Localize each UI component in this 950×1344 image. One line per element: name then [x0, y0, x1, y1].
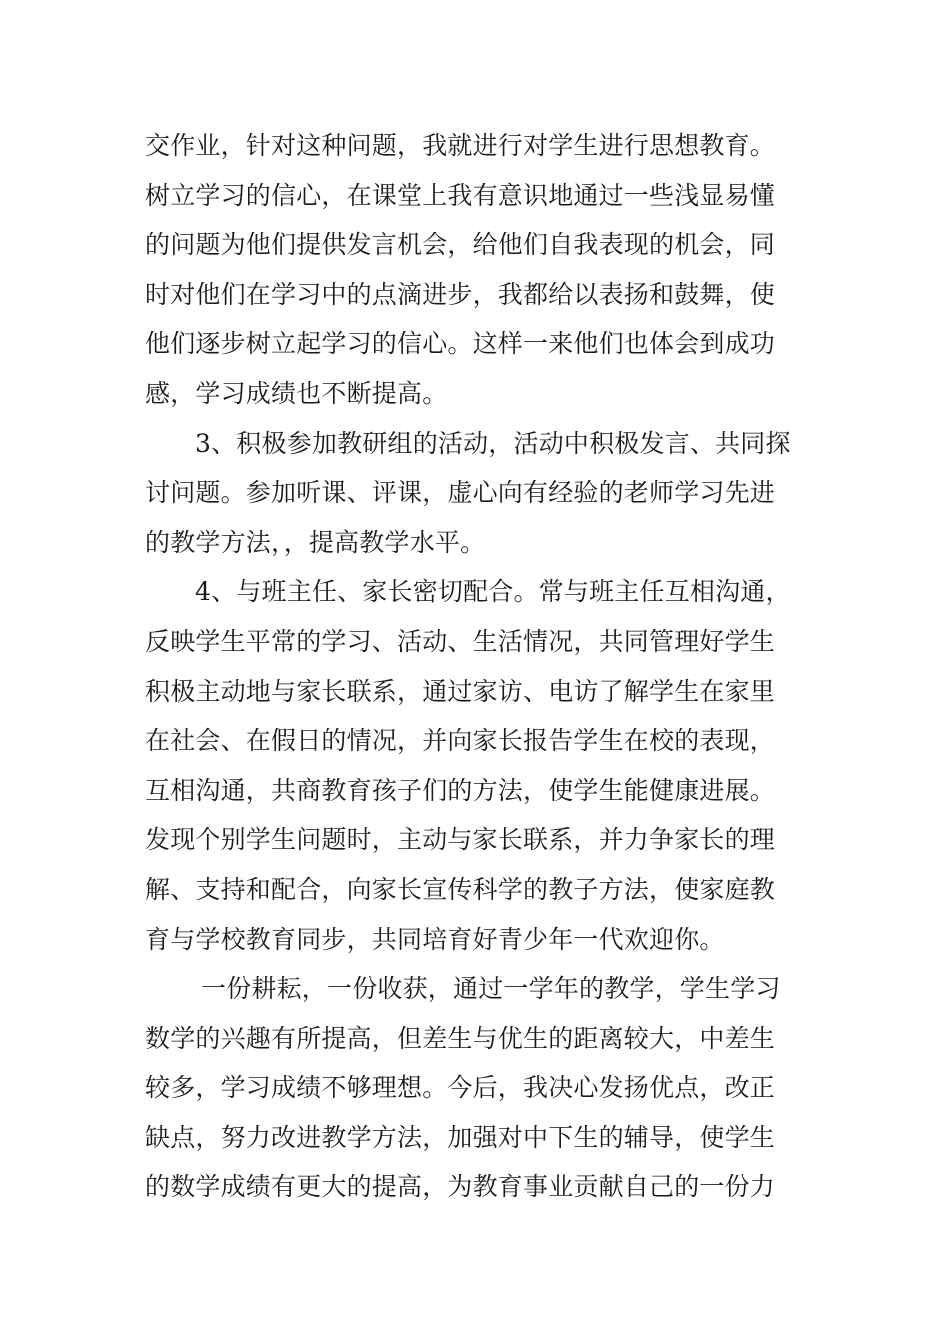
text-line: 交作业，针对这种问题，我就进行对学生进行思想教育。	[145, 131, 776, 160]
text-line: 解、支持和配合，向家长宣传科学的教子方法，使家庭教	[145, 874, 776, 904]
text-line: 发现个别学生问题时，主动与家长联系，并力争家长的理	[145, 825, 776, 855]
text-line: 感，学习成绩也不断提高。	[145, 378, 448, 408]
paragraph-start-4: 4、与班主任、家长密切配合。常与班主任互相沟通，	[195, 577, 791, 607]
text-line: 积极主动地与家长联系，通过家访、电访了解学生在家里	[145, 676, 776, 706]
text-line: 互相沟通，共商教育孩子们的方法，使学生能健康进展。	[145, 775, 776, 805]
text-line: 数学的兴趣有所提高，但差生与优生的距离较大，中差生	[145, 1023, 776, 1053]
paragraph-start-3: 3、积极参加教研组的活动，活动中积极发言、共同探	[195, 428, 791, 458]
text-line: 时对他们在学习中的点滴进步，我都给以表扬和鼓舞，使	[145, 279, 776, 309]
document-body	[145, 121, 825, 1212]
text-line: 育与学校教育同步，共同培育好青少年一代欢迎你。	[145, 924, 725, 954]
text-line: 讨问题。参加听课、评课，虚心向有经验的老师学习先进	[145, 478, 776, 508]
text-line: 在社会、在假日的情况，并向家长报告学生在校的表现，	[145, 726, 776, 756]
text-line: 的教学方法，，提高教学水平。	[145, 527, 486, 557]
text-line: 树立学习的信心，在课堂上我有意识地通过一些浅显易懂	[145, 180, 776, 210]
text-line: 缺点，努力改进教学方法，加强对中下生的辅导，使学生	[145, 1122, 776, 1152]
text-line: 较多，学习成绩不够理想。今后，我决心发扬优点，改正	[145, 1073, 776, 1103]
text-line: 的数学成绩有更大的提高，为教育事业贡献自己的一份力	[145, 1172, 776, 1202]
text-line: 他们逐步树立起学习的信心。这样一来他们也体会到成功	[145, 329, 776, 359]
text-line: 的问题为他们提供发言机会，给他们自我表现的机会，同	[145, 230, 776, 260]
paragraph-start-conclusion: 一份耕耘，一份收获，通过一学年的教学，学生学习	[201, 974, 781, 1004]
text-line: 反映学生平常的学习、活动、生活情况，共同管理好学生	[145, 626, 776, 656]
